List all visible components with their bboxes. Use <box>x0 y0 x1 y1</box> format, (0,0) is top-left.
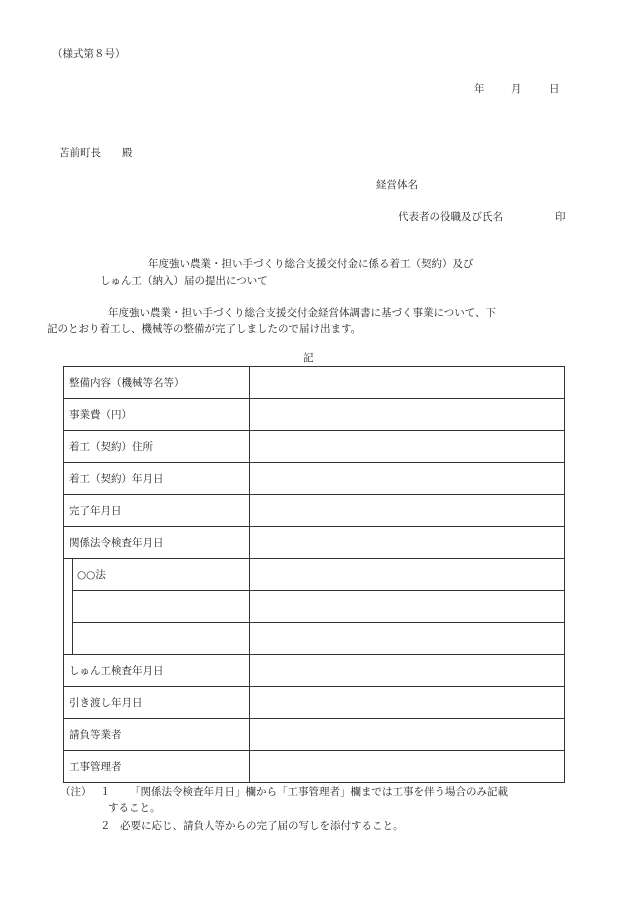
table-row <box>64 399 565 431</box>
row-value[interactable] <box>250 687 565 719</box>
subrow-label[interactable] <box>73 623 250 655</box>
row-label: 関係法令検査年月日 <box>64 527 250 559</box>
note-1-text-line2: すること。 <box>108 802 161 814</box>
note-2-number: ２ <box>100 820 111 832</box>
entity-name-label: 経営体名 <box>376 179 418 191</box>
date-year: 年 <box>474 83 485 95</box>
table-subrow <box>64 623 565 655</box>
row-label: 事業費（円） <box>64 399 250 431</box>
note-2-text: 必要に応じ、請負人等からの完了届の写しを添付すること。 <box>120 820 404 832</box>
row-value[interactable] <box>250 399 565 431</box>
addressee: 苫前町長 殿 <box>59 147 133 159</box>
ki-heading: 記 <box>303 352 314 364</box>
date-day: 日 <box>549 83 560 95</box>
indent-cell <box>64 559 73 591</box>
row-label: 請負等業者 <box>64 719 250 751</box>
row-value[interactable] <box>250 431 565 463</box>
table-row <box>64 367 565 399</box>
document-title-line2: しゅん工（納入）届の提出について <box>100 275 268 287</box>
table-row <box>64 527 565 559</box>
row-value[interactable] <box>250 527 565 559</box>
row-label: 整備内容（機械等名等） <box>64 367 250 399</box>
indent-cell <box>64 623 73 655</box>
date-month: 月 <box>511 83 522 95</box>
table-subrow <box>64 591 565 623</box>
representative-label: 代表者の役職及び氏名 <box>398 211 503 223</box>
row-label: 引き渡し年月日 <box>64 687 250 719</box>
row-label: 完了年月日 <box>64 495 250 527</box>
table-row <box>64 463 565 495</box>
row-label: 工事管理者 <box>64 751 250 783</box>
table-row <box>64 431 565 463</box>
seal-mark: 印 <box>555 211 566 223</box>
row-value[interactable] <box>250 719 565 751</box>
table-row <box>64 751 565 783</box>
body-text-line1: 年度強い農業・担い手づくり総合支援交付金経営体調書に基づく事業について、下 <box>108 307 497 319</box>
row-label: しゅん工検査年月日 <box>64 655 250 687</box>
row-value[interactable] <box>250 367 565 399</box>
subrow-value[interactable] <box>250 559 565 591</box>
note-1-number: １ <box>100 786 111 798</box>
table-row <box>64 719 565 751</box>
table-subrow <box>64 559 565 591</box>
table-row <box>64 687 565 719</box>
document-title-line1: 年度強い農業・担い手づくり総合支援交付金に係る着工（契約）及び <box>148 258 474 270</box>
row-value[interactable] <box>250 751 565 783</box>
form-number: （様式第８号） <box>52 48 126 60</box>
subrow-value[interactable] <box>250 591 565 623</box>
subrow-value[interactable] <box>250 623 565 655</box>
row-label: 着工（契約）住所 <box>64 431 250 463</box>
indent-cell <box>64 591 73 623</box>
subrow-label: ○○法 <box>73 559 250 591</box>
row-value[interactable] <box>250 463 565 495</box>
table-row <box>64 655 565 687</box>
row-value[interactable] <box>250 655 565 687</box>
note-1-text-line1: 「関係法令検査年月日」欄から「工事管理者」欄までは工事を伴う場合のみ記載 <box>130 786 508 798</box>
row-value[interactable] <box>250 495 565 527</box>
notes-prefix: （注） <box>60 786 92 798</box>
subrow-label[interactable] <box>73 591 250 623</box>
row-label: 着工（契約）年月日 <box>64 463 250 495</box>
table-row <box>64 495 565 527</box>
body-text-line2: 記のとおり着工し、機械等の整備が完了しましたので届け出ます。 <box>47 323 362 335</box>
details-table <box>63 366 565 783</box>
